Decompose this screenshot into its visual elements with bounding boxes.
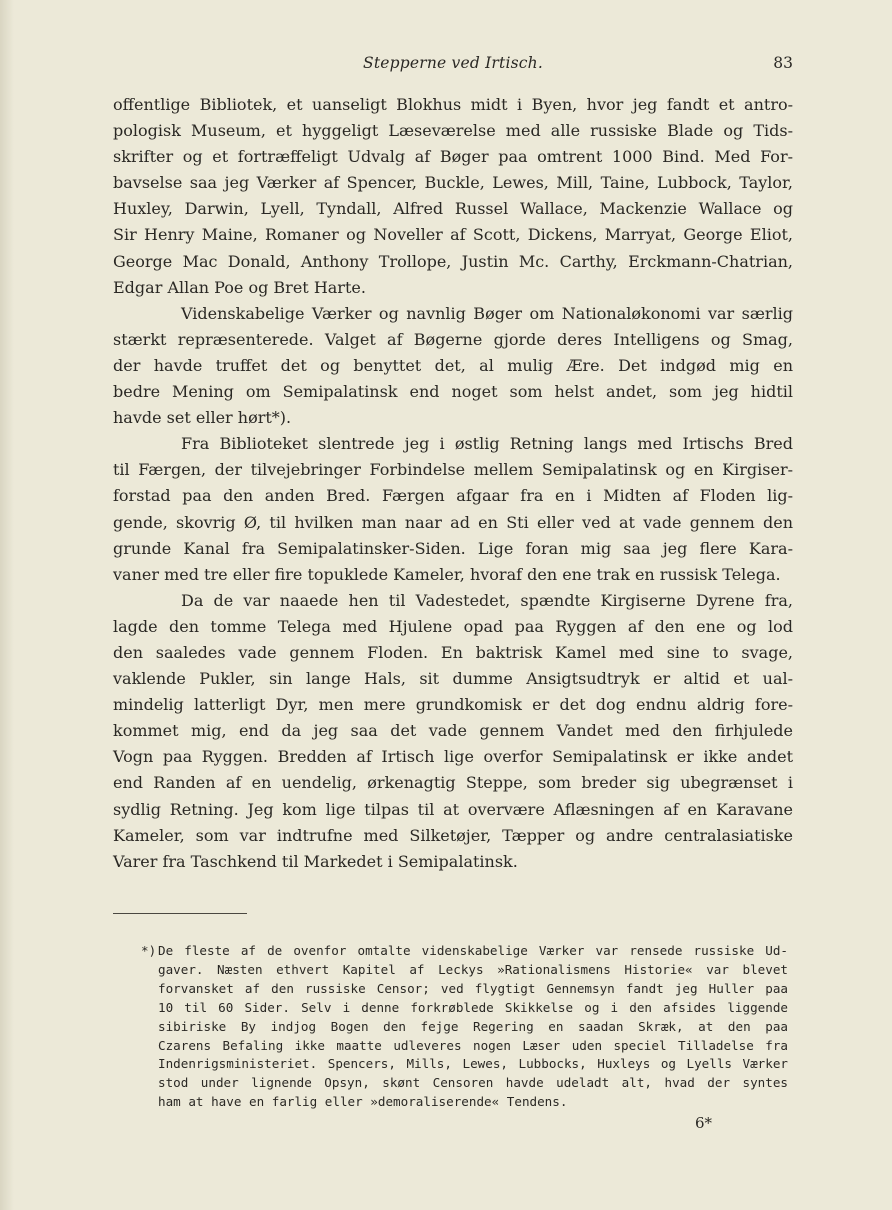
footnote-line: ham at have en farlig eller »demoraliserende« Tendens. — [158, 1094, 568, 1110]
paragraph-1 — [113, 92, 793, 301]
text-line: Videnskabelige Værker og navnlig Bøger om Nationaløkonomi var særlig — [181, 303, 793, 323]
footnote — [141, 942, 788, 1112]
text-line: havde set eller hørt*). — [113, 408, 292, 428]
footnote-line: sibiriske By indjog Bogen den fejge Regering en saadan Skræk, at den paa — [158, 1018, 788, 1034]
page-gutter-shadow — [0, 0, 14, 1210]
text-line: mindelig latterligt Dyr, men mere grundkomisk er det dog endnu aldrig fore- — [113, 695, 793, 715]
text-line: Huxley, Darwin, Lyell, Tyndall, Alfred Russel Wallace, Mackenzie Wallace og — [113, 199, 793, 219]
footnote-line: Indenrigsministeriet. Spencers, Mills, Lewes, Lubbocks, Huxleys og Lyells Værker — [158, 1056, 788, 1072]
footnote-line: gaver. Næsten ethvert Kapitel af Leckys »Rationalismens Historie« var blevet — [158, 961, 788, 977]
text-line: vaner med tre eller fire topuklede Kameler, hvoraf den ene trak en russisk Telega. — [113, 564, 781, 584]
footnote-line: stod under lignende Opsyn, skønt Censoren havde udeladt alt, hvad der syntes — [158, 1075, 788, 1091]
text-line: der havde truffet det og benyttet det, al mulig Ære. Det indgød mig en — [113, 355, 793, 375]
footnote-line: Czarens Befaling ikke maatte udleveres nogen Læser uden speciel Tilladelse fra — [158, 1037, 788, 1053]
text-line: Fra Biblioteket slentrede jeg i østlig Retning langs med Irtischs Bred — [181, 434, 793, 454]
text-line: den saaledes vade gennem Floden. En baktrisk Kamel med sine to svage, — [113, 642, 793, 662]
text-line: Da de var naaede hen til Vadestedet, spændte Kirgiserne Dyrene fra, — [181, 590, 793, 610]
paragraph-4 — [113, 588, 793, 875]
footnote-line: De fleste af de ovenfor omtalte videnskabelige Værker var rensede russiske Ud- — [158, 943, 788, 958]
text-line: George Mac Donald, Anthony Trollope, Justin Mc. Carthy, Erckmann-Chatrian, — [113, 251, 793, 271]
text-line: Varer fra Taschkend til Markedet i Semipalatinsk. — [113, 851, 518, 871]
text-line: end Randen af en uendelig, ørkenagtig Steppe, som breder sig ubegrænset i — [113, 773, 793, 793]
text-line: bedre Mening om Semipalatinsk end noget som helst andet, som jeg hidtil — [113, 382, 793, 402]
body-text — [113, 92, 793, 875]
paragraph-2 — [113, 301, 793, 431]
page-number: 83 — [773, 54, 793, 72]
text-line: pologisk Museum, et hyggeligt Læseværelse med alle russiske Blade og Tids- — [113, 121, 793, 141]
text-line: Kameler, som var indtrufne med Silketøjer, Tæpper og andre centralasiatiske — [113, 825, 793, 845]
page-header — [113, 50, 793, 76]
text-line: til Færgen, der tilvejebringer Forbindelse mellem Semipalatinsk og en Kirgiser- — [113, 460, 793, 480]
text-line: sydlig Retning. Jeg kom lige tilpas til at overvære Aflæsningen af en Karavane — [113, 799, 793, 819]
text-line: stærkt repræsenterede. Valget af Bøgerne gjorde deres Intelligens og Smag, — [113, 329, 793, 349]
text-line: offentlige Bibliotek, et uanseligt Blokhus midt i Byen, hvor jeg fandt et antro- — [113, 95, 793, 114]
text-line: vaklende Pukler, sin lange Hals, sit dumme Ansigtsudtryk er altid et ual- — [113, 669, 793, 689]
text-line: gende, skovrig Ø, til hvilken man naar ad en Sti eller ved at vade gennem den — [113, 512, 793, 532]
text-line: Edgar Allan Poe og Bret Harte. — [113, 277, 366, 297]
text-line: Sir Henry Maine, Romaner og Noveller af Scott, Dickens, Marryat, George Eliot, — [113, 225, 793, 245]
text-line: skrifter og et fortræffeligt Udvalg af Bøger paa omtrent 1000 Bind. Med For- — [113, 147, 793, 167]
footnote-marker: *) — [141, 943, 157, 958]
paragraph-3 — [113, 431, 793, 588]
text-line: lagde den tomme Telega med Hjulene opad paa Ryggen af den ene og lod — [113, 616, 793, 636]
text-line: grunde Kanal fra Semipalatinsker-Siden. Lige foran mig saa jeg flere Kara- — [113, 538, 793, 558]
signature-mark: 6* — [695, 1114, 713, 1132]
footnote-line: 10 til 60 Sider. Selv i denne forkrøblede Skikkelse og i den afsides liggende — [158, 999, 788, 1015]
text-line: forstad paa den anden Bred. Færgen afgaar fra en i Midten af Floden lig- — [113, 486, 793, 506]
text-line: bavselse saa jeg Værker af Spencer, Buckle, Lewes, Mill, Taine, Lubbock, Taylor, — [113, 173, 793, 193]
footnote-divider — [113, 913, 247, 914]
text-line: kommet mig, end da jeg saa det vade gennem Vandet med den firhjulede — [113, 721, 793, 741]
running-title: Stepperne ved Irtisch. — [363, 54, 543, 72]
text-line: Vogn paa Ryggen. Bredden af Irtisch lige overfor Semipalatinsk er ikke andet — [113, 747, 793, 767]
footnote-line: forvansket af den russiske Censor; ved flygtigt Gennemsyn fandt jeg Huller paa — [158, 980, 788, 996]
